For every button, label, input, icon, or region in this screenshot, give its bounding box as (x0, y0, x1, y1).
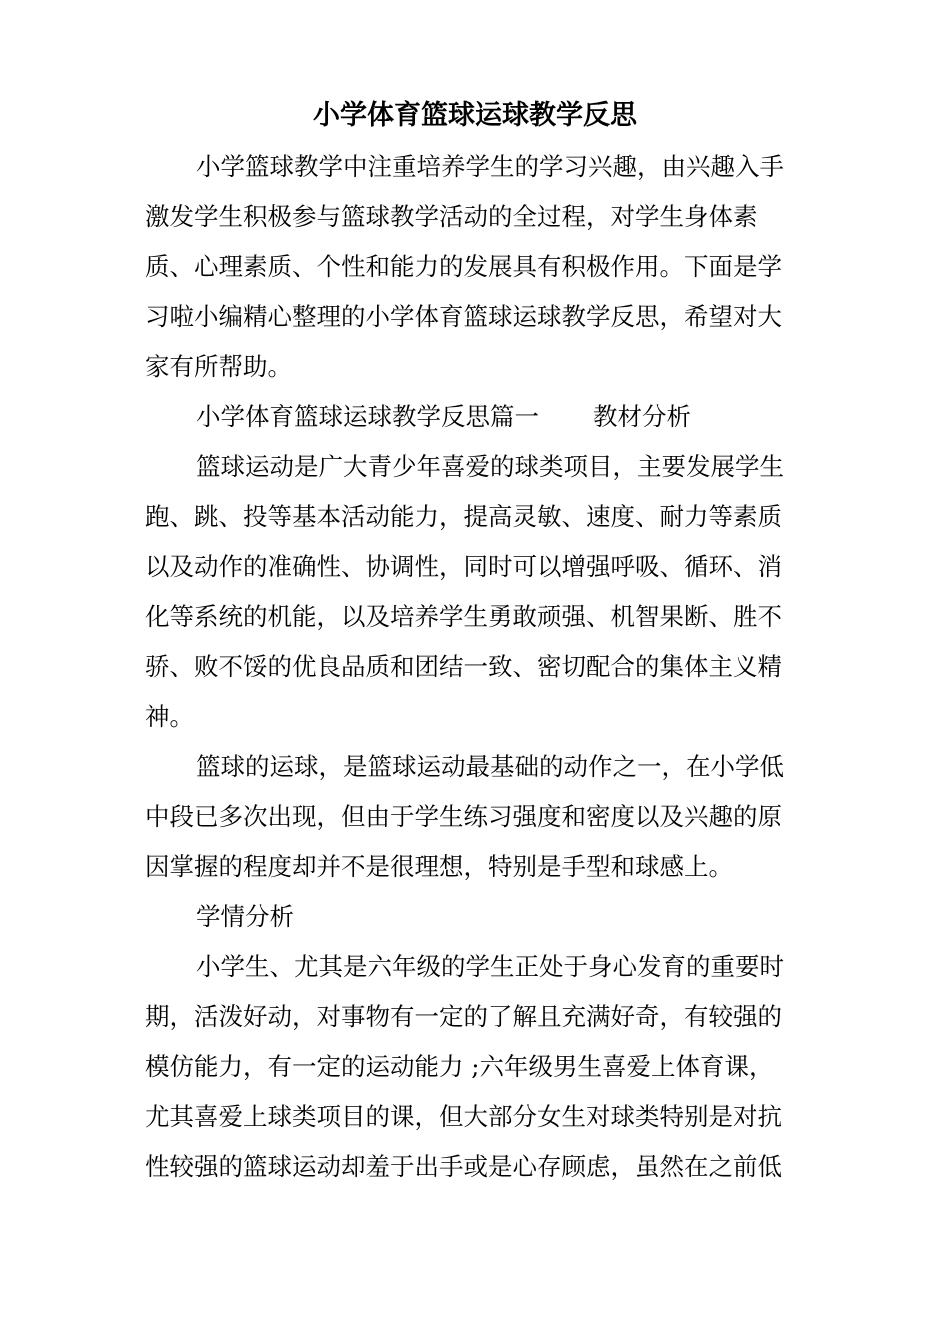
section-heading (196, 397, 691, 437)
text-line: 中段已多次出现，但由于学生练习强度和密度以及兴趣的原 (145, 802, 782, 831)
text-line: 性较强的篮球运动却羞于出手或是心存顾虑，虽然在之前低 (145, 1152, 782, 1181)
text-line: 尤其喜爱上球类项目的课，但大部分女生对球类特别是对抗 (145, 1102, 782, 1131)
text-line: 小学篮球教学中注重培养学生的学习兴趣，由兴趣入手 (196, 152, 784, 181)
text-line: 神。 (145, 702, 194, 731)
text-line: 跑、跳、投等基本活动能力，提高灵敏、速度、耐力等素质 (145, 502, 782, 531)
document-title: 小学体育篮球运球教学反思 (313, 100, 637, 131)
student-heading: 学情分析 (196, 902, 294, 931)
text-line: 篮球运动是广大青少年喜爱的球类项目，主要发展学生 (196, 452, 784, 481)
section-heading-part: 小学体育篮球运球教学反思篇一 (196, 402, 539, 431)
text-line: 激发学生积极参与篮球教学活动的全过程，对学生身体素 (145, 202, 758, 231)
text-line: 篮球的运球，是篮球运动最基础的动作之一，在小学低 (196, 752, 784, 781)
text-line: 小学生、尤其是六年级的学生正处于身心发育的重要时 (196, 952, 784, 981)
text-line: 以及动作的准确性、协调性，同时可以增强呼吸、循环、消 (145, 552, 782, 581)
section-heading-label: 教材分析 (593, 402, 691, 431)
text-line: 模仿能力，有一定的运动能力 ;六年级男生喜爱上体育课， (145, 1052, 774, 1081)
text-line: 习啦小编精心整理的小学体育篮球运球教学反思，希望对大 (145, 302, 782, 331)
text-line: 化等系统的机能，以及培养学生勇敢顽强、机智果断、胜不 (145, 602, 782, 631)
text-line: 期，活泼好动，对事物有一定的了解且充满好奇，有较强的 (145, 1002, 782, 1031)
text-line: 家有所帮助。 (145, 352, 292, 381)
text-line: 骄、败不馁的优良品质和团结一致、密切配合的集体主义精 (145, 652, 782, 681)
text-line: 因掌握的程度却并不是很理想，特别是手型和球感上。 (145, 852, 733, 881)
text-line: 质、心理素质、个性和能力的发展具有积极作用。下面是学 (145, 252, 782, 281)
